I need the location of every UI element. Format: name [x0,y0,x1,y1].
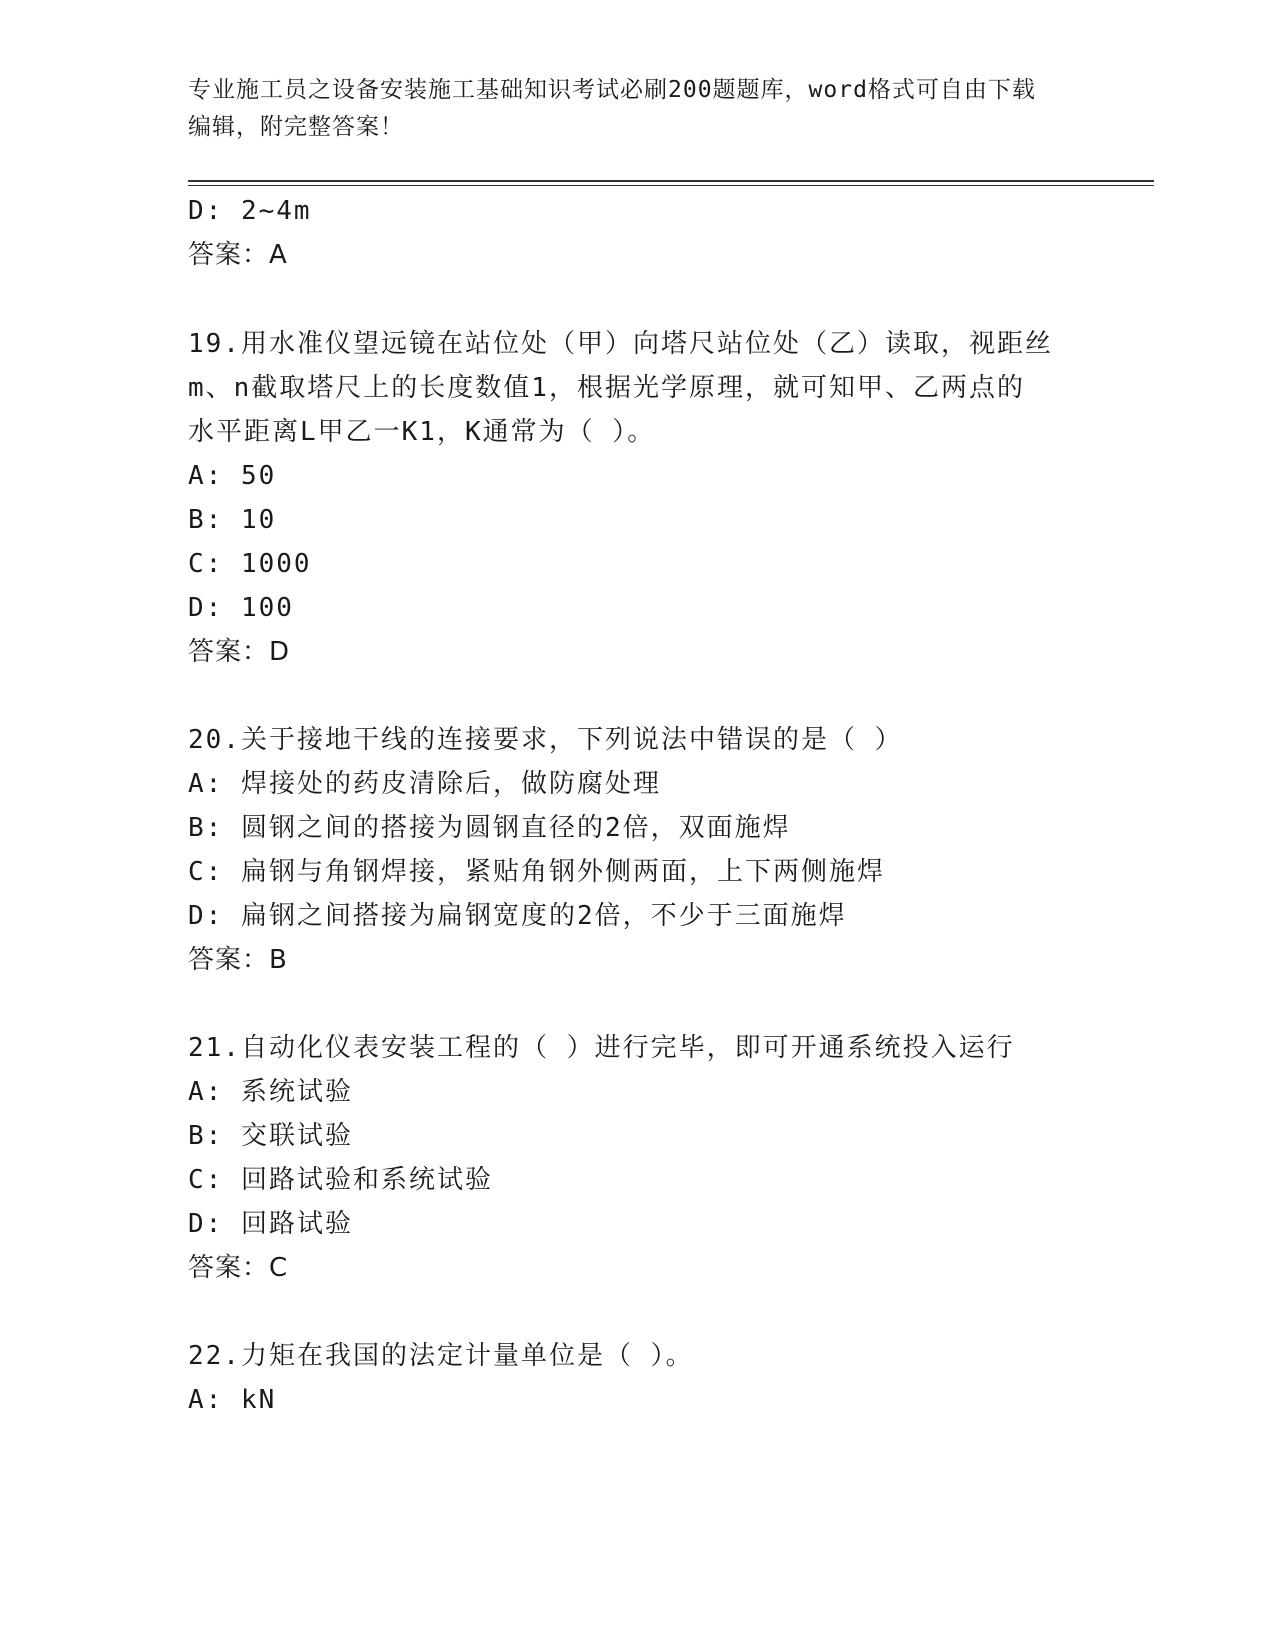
q19-option-b: B: 10 [188,505,277,535]
q20-option-a: A: 焊接处的药皮清除后，做防腐处理 [188,769,661,799]
q19-stem-line1: 19.用水准仪望远镜在站位处（甲）向塔尺站位处（乙）读取，视距丝 [188,329,1053,359]
q20-option-d: D: 扁钢之间搭接为扁钢宽度的2倍，不少于三面施焊 [188,901,847,931]
q20-answer: 答案：B [188,945,288,975]
q19-option-c: C: 1000 [188,549,312,579]
q21-option-a: A: 系统试验 [188,1077,353,1107]
q19-stem-line3: 水平距离L甲乙一K1，K通常为（ ）。 [188,417,656,447]
q20-option-c: C: 扁钢与角钢焊接，紧贴角钢外侧两面，上下两侧施焊 [188,857,885,887]
header-divider-top [188,180,1154,182]
q19-answer: 答案：D [188,637,291,667]
q18-answer: 答案：A [188,240,288,270]
header-divider-bottom [188,185,1154,186]
q19-option-a: A: 50 [188,461,277,491]
q20-stem: 20.关于接地干线的连接要求，下列说法中错误的是（ ） [188,725,903,755]
q21-option-d: D: 回路试验 [188,1209,353,1239]
q21-option-c: C: 回路试验和系统试验 [188,1165,493,1195]
header-title-line2: 编辑，附完整答案！ [188,114,404,140]
q20-option-b: B: 圆钢之间的搭接为圆钢直径的2倍，双面施焊 [188,813,791,843]
q21-option-b: B: 交联试验 [188,1121,353,1151]
q19-option-d: D: 100 [188,593,294,623]
q22-stem: 22.力矩在我国的法定计量单位是（ ）。 [188,1341,694,1371]
q19-stem-line2: m、n截取塔尺上的长度数值1，根据光学原理，就可知甲、乙两点的 [188,373,1025,403]
q21-answer: 答案：C [188,1253,289,1283]
q22-option-a: A: kN [188,1385,277,1415]
header-title-line1: 专业施工员之设备安装施工基础知识考试必刷200题题库，word格式可自由下载 [188,77,1036,103]
q21-stem: 21.自动化仪表安装工程的（ ）进行完毕，即可开通系统投入运行 [188,1033,1015,1063]
document-header [188,72,1068,146]
q18-option-d: D: 2~4m [188,196,312,226]
